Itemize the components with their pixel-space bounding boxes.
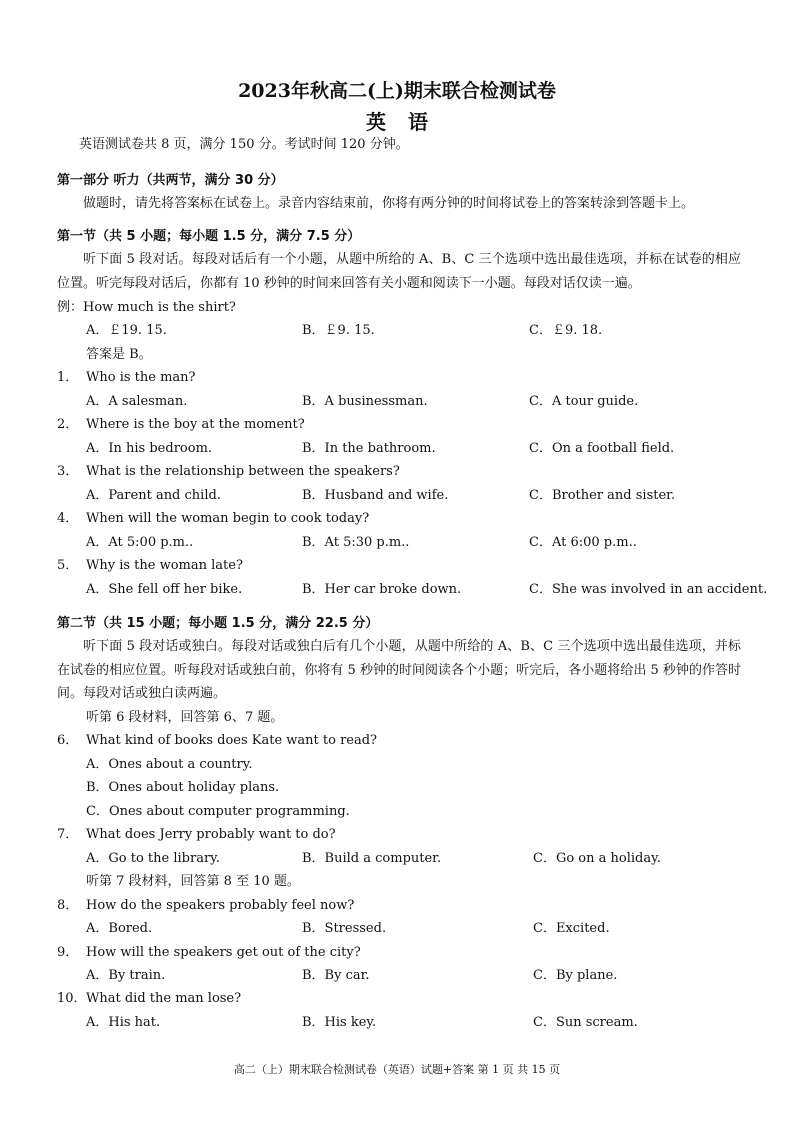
option-b: B．Her car broke down. (302, 582, 462, 597)
question-number: 10． (57, 991, 87, 1006)
question-text: How do the speakers probably feel now? (86, 898, 355, 913)
option-b: B．At 5:30 p.m.. (302, 535, 410, 550)
question-text: Why is the woman late? (86, 558, 243, 573)
example-option-b: B．￡9. 15. (302, 323, 375, 338)
option-a: A．A salesman. (86, 394, 188, 409)
option-b: B．His key. (302, 1015, 377, 1030)
example-option-a: A．￡19. 15. (86, 323, 167, 338)
question-number: 9． (57, 945, 79, 960)
question-number: 3． (57, 464, 79, 479)
exam-title: 2023年秋高二(上)期末联合检测试卷 (238, 80, 556, 102)
question-number: 1． (57, 370, 79, 385)
question-number: 7． (57, 827, 79, 842)
option-b: B．A businessman. (302, 394, 428, 409)
material-7-note: 听第 7 段材料，回答第 8 至 10 题。 (86, 874, 300, 889)
exam-subject: 英语 (366, 110, 450, 134)
option-c: C．She was involved in an accident. (529, 582, 768, 597)
option-a: A．His hat. (86, 1015, 161, 1030)
option-c: C．On a football field. (529, 441, 675, 456)
option-c: C．Ones about computer programming. (86, 804, 350, 819)
question-text: What did the man lose? (86, 991, 242, 1006)
question-text: What is the relationship between the speakers? (86, 464, 400, 479)
example-answer: 答案是 B。 (86, 347, 152, 362)
exam-intro: 英语测试卷共 8 页，满分 150 分。考试时间 120 分钟。 (79, 137, 409, 152)
question-number: 5． (57, 558, 79, 573)
question-text: Where is the boy at the moment? (86, 417, 305, 432)
option-a: A．She fell off her bike. (86, 582, 243, 597)
section1-instruction: 听下面 5 段对话。每段对话后有一个小题，从题中所给的 A、B、C 三个选项中选出最佳选项，并标在试卷的相应位置。听完每段对话后，你都有 10 秒钟的时间来回答有关小题和阅读下一小题。每段对话仅读一遍。 (57, 252, 741, 291)
option-b: B．By car. (302, 968, 370, 983)
question-text: What does Jerry probably want to do? (86, 827, 336, 842)
part1-instruction: 做题时，请先将答案标在试卷上。录音内容结束前，你将有两分钟的时间将试卷上的答案转涂到答题卡上。 (83, 196, 695, 211)
option-c: C．Excited. (533, 921, 610, 936)
option-c: C．Sun scream. (533, 1015, 638, 1030)
question-number: 8． (57, 898, 79, 913)
question-text: Who is the man? (86, 370, 196, 385)
option-c: C．By plane. (533, 968, 618, 983)
question-text: When will the woman begin to cook today? (86, 511, 370, 526)
option-b: B．Ones about holiday plans. (86, 780, 280, 795)
option-a: A．At 5:00 p.m.. (86, 535, 194, 550)
option-a: A．In his bedroom. (86, 441, 213, 456)
question-number: 2． (57, 417, 79, 432)
option-a: A．Ones about a country. (86, 757, 253, 772)
part1-heading: 第一部分 听力（共两节，满分 30 分） (57, 173, 284, 188)
option-a: A．Bored. (86, 921, 153, 936)
option-b: B．In the bathroom. (302, 441, 436, 456)
option-b: B．Build a computer. (302, 851, 442, 866)
option-b: B．Stressed. (302, 921, 387, 936)
option-a: A．Go to the library. (86, 851, 220, 866)
question-number: 4． (57, 511, 79, 526)
material-6-note: 听第 6 段材料，回答第 6、7 题。 (86, 710, 284, 725)
question-text: What kind of books does Kate want to read? (86, 733, 378, 748)
section2-heading: 第二节（共 15 小题；每小题 1.5 分，满分 22.5 分） (57, 616, 379, 631)
question-number: 6． (57, 733, 79, 748)
option-b: B．Husband and wife. (302, 488, 449, 503)
example-prompt: 例：How much is the shirt? (57, 300, 236, 315)
page-footer: 高二（上）期末联合检测试卷（英语）试题+答案 第 1 页 共 15 页 (233, 1063, 561, 1076)
option-c: C．Brother and sister. (529, 488, 676, 503)
example-option-c: C．￡9. 18. (529, 323, 603, 338)
option-a: A．By train. (86, 968, 166, 983)
section1-heading: 第一节（共 5 小题；每小题 1.5 分，满分 7.5 分） (57, 229, 361, 244)
section2-instruction: 听下面 5 段对话或独白。每段对话或独白后有几个小题，从题中所给的 A、B、C 三个选项中选出最佳选项，并标在试卷的相应位置。听每段对话或独白前，你将有 5 秒钟的时间阅读各个小题；听完后，各小题将给出 5 秒钟的作答时间。每段对话或独白读两遍。 (57, 639, 741, 701)
question-text: How will the speakers get out of the city? (86, 945, 361, 960)
option-c: C．A tour guide. (529, 394, 639, 409)
option-a: A．Parent and child. (86, 488, 221, 503)
option-c: C．At 6:00 p.m.. (529, 535, 637, 550)
option-c: C．Go on a holiday. (533, 851, 661, 866)
